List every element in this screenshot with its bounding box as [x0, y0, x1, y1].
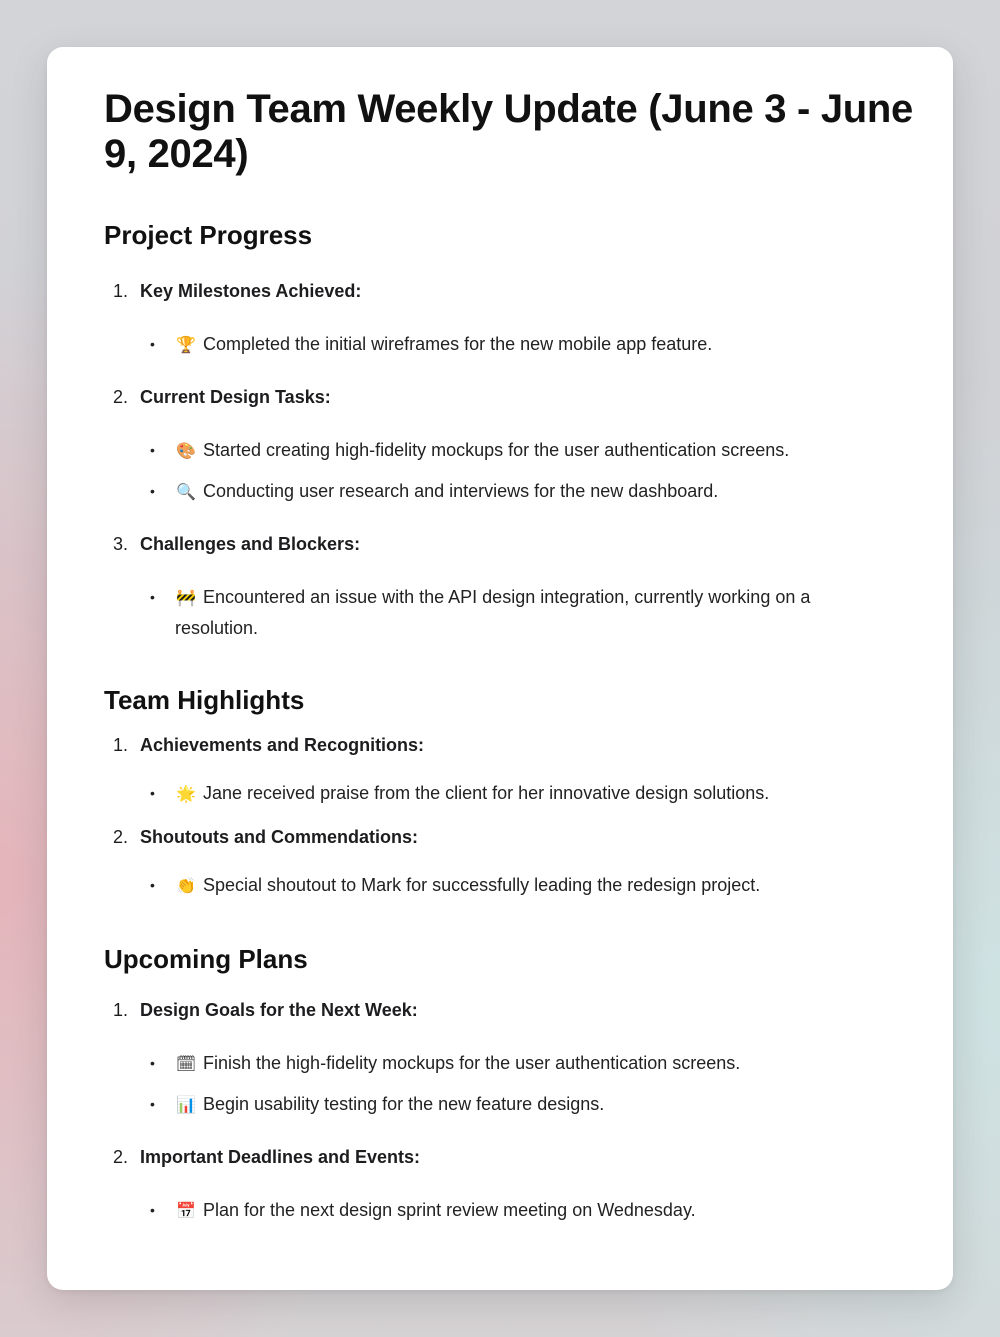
list-label: Current Design Tasks: — [140, 387, 331, 407]
bullet-dot: • — [150, 483, 155, 499]
bullet-text: Started creating high-fidelity mockups for the user authentication screens. — [203, 440, 790, 460]
list-item-achievements — [113, 732, 913, 758]
list-number: 2. — [113, 827, 129, 847]
section-heading-upcoming-plans: Upcoming Plans — [104, 944, 308, 974]
bullet-text: Plan for the next design sprint review meeting on Wednesday. — [203, 1200, 696, 1220]
section-heading-team-highlights: Team Highlights — [104, 685, 305, 715]
list-item-current-design-tasks — [113, 384, 913, 410]
bullet-dot: • — [150, 1096, 155, 1112]
list-label: Important Deadlines and Events: — [140, 1147, 421, 1167]
list-label: Design Goals for the Next Week: — [140, 1000, 418, 1020]
clapping-hands-icon: 👏 — [176, 876, 196, 895]
bullet-dot: • — [150, 336, 155, 352]
bullet-text: Finish the high-fidelity mockups for the user authentication screens. — [203, 1053, 741, 1073]
bullet-text: Completed the initial wireframes for the new mobile app feature. — [203, 334, 713, 354]
list-number: 2. — [113, 387, 129, 407]
trophy-icon: 🏆 — [176, 335, 196, 354]
bullet-dot: • — [150, 589, 155, 605]
bullet-item — [148, 870, 848, 901]
bullet-text: Jane received praise from the client for her innovative design solutions. — [203, 783, 770, 803]
bullet-item — [148, 435, 848, 466]
bullet-dot: • — [150, 442, 155, 458]
list-number: 1. — [113, 1000, 129, 1020]
magnifier-icon: 🔍 — [176, 482, 196, 501]
calendar-icon: 🗓 — [175, 1054, 197, 1073]
list-number: 1. — [113, 735, 129, 755]
list-number: 2. — [113, 1147, 129, 1167]
date-calendar-icon: 📅 — [176, 1201, 196, 1220]
list-item-design-goals — [113, 997, 913, 1023]
bullet-dot: • — [150, 1055, 155, 1071]
bullet-text: Special shoutout to Mark for successfully leading the redesign project. — [203, 875, 761, 895]
list-number: 3. — [113, 534, 129, 554]
list-number: 1. — [113, 281, 129, 301]
bullet-dot: • — [150, 785, 155, 801]
list-label: Achievements and Recognitions: — [140, 735, 425, 755]
bullet-dot: • — [150, 1202, 155, 1218]
palette-icon: 🎨 — [176, 441, 196, 460]
bullet-text: Conducting user research and interviews for the new dashboard. — [203, 481, 719, 501]
bullet-dot: • — [150, 877, 155, 893]
bullet-item — [148, 1195, 848, 1226]
list-item-shoutouts — [113, 824, 913, 850]
page-title: Design Team Weekly Update (June 3 - June 9, 2024) — [104, 87, 913, 176]
construction-icon: 🚧 — [176, 588, 196, 607]
bar-chart-icon: 📊 — [176, 1095, 196, 1114]
bullet-item — [148, 582, 848, 644]
list-label: Shoutouts and Commendations: — [140, 827, 418, 847]
bullet-text: Begin usability testing for the new feature designs. — [203, 1094, 605, 1114]
section-heading-project-progress: Project Progress — [104, 220, 313, 250]
bullet-item — [148, 1089, 848, 1120]
list-item-key-milestones — [113, 278, 913, 304]
list-label: Key Milestones Achieved: — [140, 281, 362, 301]
bullet-item — [148, 1048, 848, 1079]
star-icon: 🌟 — [176, 784, 196, 803]
list-label: Challenges and Blockers: — [140, 534, 361, 554]
list-item-challenges-blockers — [113, 531, 913, 557]
bullet-text: Encountered an issue with the API design integration, currently working on a resolution. — [175, 587, 811, 638]
list-item-deadlines-events — [113, 1144, 913, 1170]
bullet-item — [148, 476, 848, 507]
bullet-item — [148, 329, 848, 360]
bullet-item — [148, 778, 848, 809]
document-card — [47, 47, 953, 1290]
